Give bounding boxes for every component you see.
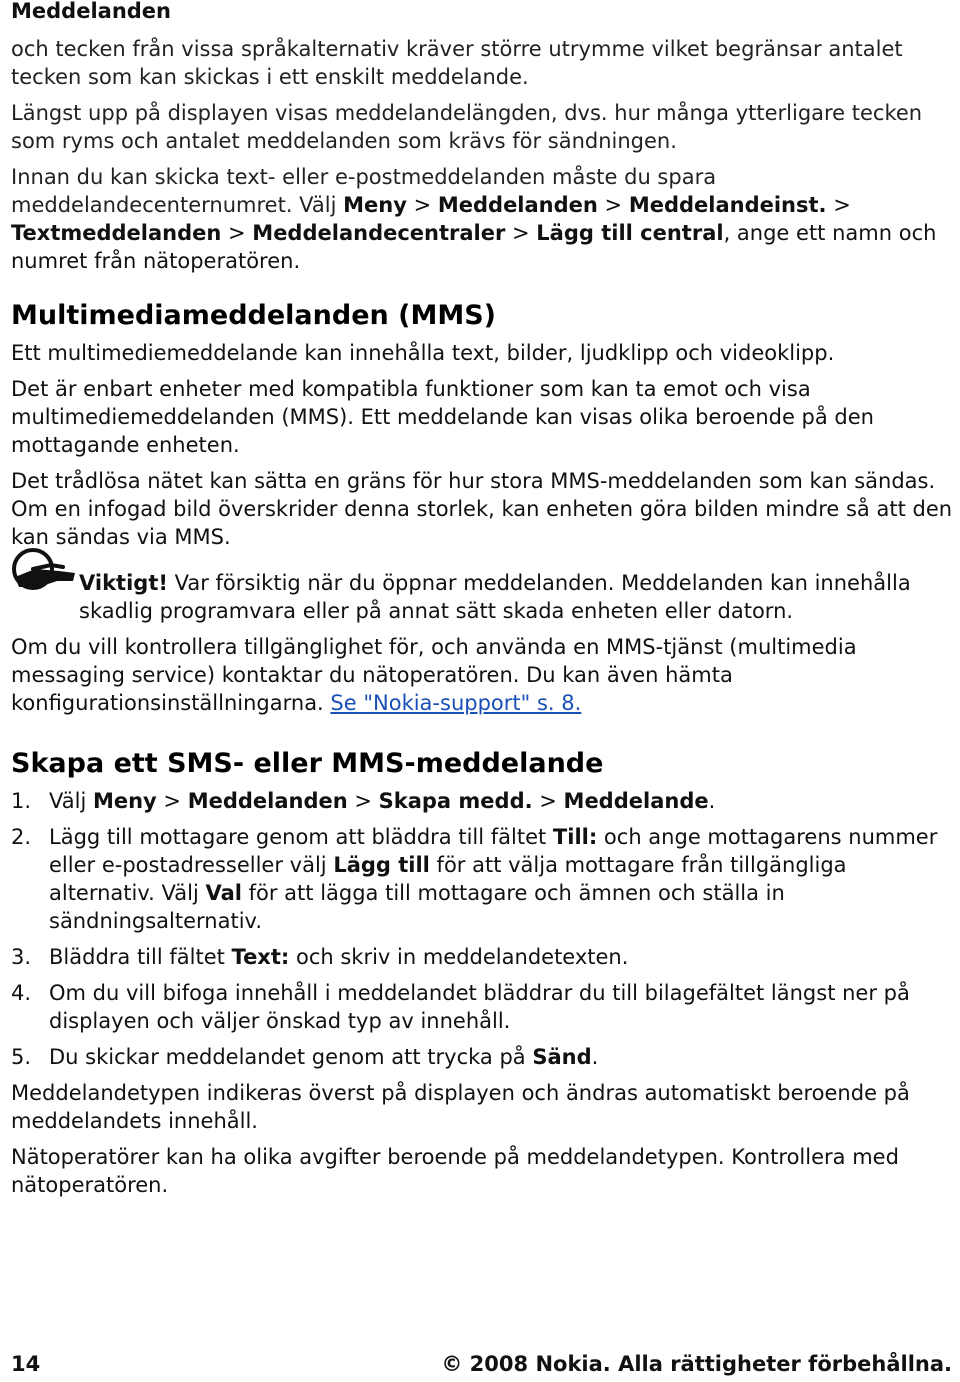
mms-paragraph-2: Det är enbart enheter med kompatibla funktioner som kan ta emot och visa multimediemeddelanden (MMS). Ett meddelande kan visas olika beroende på den mottagande enheten. (11, 377, 874, 457)
nokia-support-link[interactable]: Se "Nokia-support" s. 8. (330, 691, 582, 715)
mms-paragraph-4: Om du vill kontrollera tillgänglighet för, och använda en MMS-tjänst (multimedia messaging service) kontaktar du nätoperatören. Du kan även hämta konfigurationsinställningarna. Se "Nokia-support" s. 8. (11, 635, 857, 715)
copyright-notice: © 2008 Nokia. Alla rättigheter förbehållna. (441, 1352, 952, 1376)
intro-paragraph-2: Längst upp på displayen visas meddelandelängden, dvs. hur många ytterligare tecken som ryms och antalet meddelanden som krävs för sändningen. (11, 101, 923, 153)
warning-hand-icon (11, 547, 77, 591)
create-paragraph-2: Nätoperatörer kan ha olika avgifter beroende på meddelandetypen. Kontrollera med nätoperatören. (11, 1145, 899, 1197)
mms-paragraph-1: Ett multimediemeddelande kan innehålla text, bilder, ljudklipp och videoklipp. (11, 341, 835, 365)
running-header: Meddelanden (11, 0, 171, 23)
warning-note (11, 569, 955, 625)
mms-heading: Multimediameddelanden (MMS) (11, 300, 496, 331)
list-item: 1. Välj Meny > Meddelanden > Skapa medd. > Meddelande. (11, 789, 716, 813)
warning-text: Var försiktig när du öppnar meddelanden. Meddelanden kan innehålla skadlig programvara eller på annat sätt skada enheten eller datorn. (79, 571, 911, 623)
intro-paragraph-3: Innan du kan skicka text- eller e-postmeddelanden måste du spara meddelandecenternumret. Välj Meny > Meddelanden > Meddelandeinst. > Textmeddelanden > Meddelandecentraler > Lägg till central, ange ett namn och numret från nätoperatören. (11, 165, 937, 273)
create-paragraph-1: Meddelandetypen indikeras överst på displayen och ändras automatiskt beroende på meddelandets innehåll. (11, 1081, 910, 1133)
list-item: 3. Bläddra till fältet Text: och skriv in meddelandetexten. (11, 945, 629, 969)
mms-paragraph-3: Det trådlösa nätet kan sätta en gräns för hur stora MMS-meddelanden som kan sändas. Om en infogad bild överskrider denna storlek, kan enheten göra bilden mindre så att den kan sändas via MMS. (11, 469, 953, 549)
warning-label: Viktigt! (79, 571, 168, 595)
steps-list (11, 787, 955, 1071)
create-heading: Skapa ett SMS- eller MMS-meddelande (11, 748, 604, 779)
page-content (11, 35, 955, 1207)
list-item: 5. Du skickar meddelandet genom att trycka på Sänd. (11, 1045, 599, 1069)
list-item: 4. Om du vill bifoga innehåll i meddelandet bläddrar du till bilagefältet längst ner på displayen och väljer önskad typ av innehåll. (11, 981, 910, 1033)
intro-paragraph-1: och tecken från vissa språkalternativ kräver större utrymme vilket begränsar antalet tecken som kan skickas i ett enskilt meddelande. (11, 37, 903, 89)
list-item: 2. Lägg till mottagare genom att bläddra till fältet Till: och ange mottagarens nummer eller e-postadresseller välj Lägg till för att välja mottagare från tillgängliga alternativ. Välj Val för att lägga till mottagare och ämnen och ställa in sändningsalternativ. (11, 825, 938, 933)
page-number: 14 (11, 1352, 41, 1376)
